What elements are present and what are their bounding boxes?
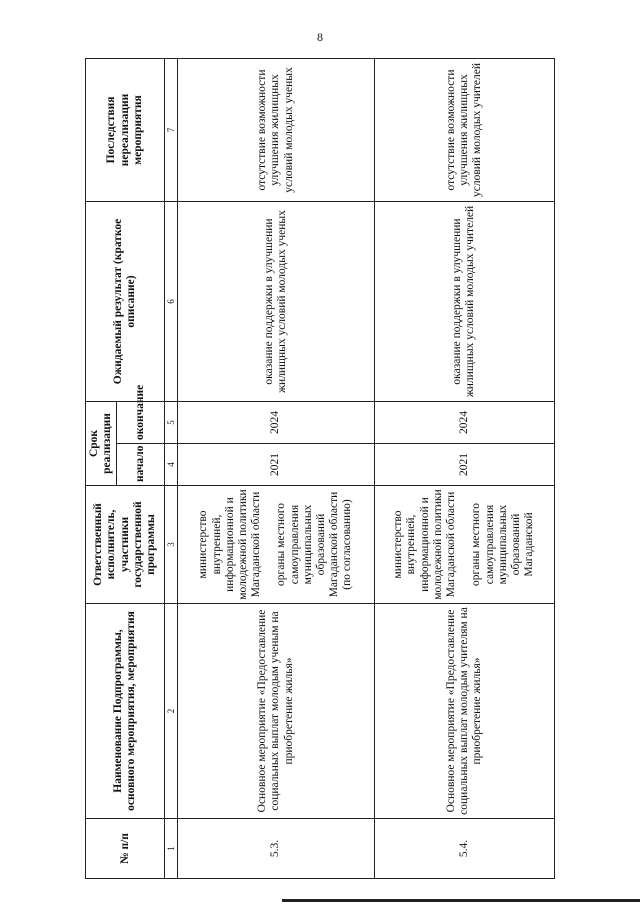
row-start: 2021 — [178, 444, 374, 486]
header-end: окончание — [117, 401, 165, 443]
header-period: Срок реализации — [86, 401, 117, 485]
column-numbers-row — [165, 58, 178, 878]
table-row — [178, 58, 374, 878]
row-name: Основное мероприятие «Предоставление социальных выплат молодым ученым на приобретение жилья» — [178, 604, 374, 819]
header-row — [86, 58, 117, 878]
col-number: 7 — [165, 58, 178, 201]
col-number: 3 — [165, 486, 178, 604]
row-result: оказание поддержки в улучшении жилищных условий молодых ученых — [178, 201, 374, 401]
row-executor — [374, 486, 554, 604]
page-number: 8 — [317, 30, 323, 44]
executor-secondary — [275, 489, 354, 600]
executor-secondary — [470, 489, 536, 600]
header-executor: Ответственный исполнитель, участники государственной программы — [86, 486, 165, 604]
rotated-table-container — [85, 59, 555, 879]
executor-primary: министерство внутренней, информационной и молодежной политики Магаданской области — [392, 489, 458, 600]
table-row — [374, 58, 554, 878]
measures-table — [85, 58, 555, 879]
row-name: Основное мероприятие «Предоставление социальных выплат молодым учителям на приобретение жилья» — [374, 604, 554, 819]
executor-secondary-text: органы местного самоуправления муниципальных образований Магаданской области — [275, 491, 341, 598]
row-num: 5.3. — [178, 819, 374, 879]
row-start: 2021 — [374, 444, 554, 486]
executor-secondary-text: органы местного самоуправления муниципальных образований Магаданской — [470, 503, 536, 586]
executor-primary: министерство внутренней, информационной и молодежной политики Магаданской области — [197, 489, 263, 600]
header-name: Наименование Подпрограммы, основного мероприятия, мероприятия — [86, 604, 165, 819]
col-number: 2 — [165, 604, 178, 819]
col-number: 6 — [165, 201, 178, 401]
row-result: оказание поддержки в улучшении жилищных условий молодых учителей — [374, 201, 554, 401]
col-number: 4 — [165, 444, 178, 486]
row-consequence: отсутствие возможности улучшения жилищных условий молодых ученых — [178, 58, 374, 201]
col-number: 5 — [165, 401, 178, 443]
row-end: 2024 — [178, 401, 374, 443]
header-start: начало — [117, 444, 165, 486]
col-number: 1 — [165, 819, 178, 879]
row-executor — [178, 486, 374, 604]
row-num: 5.4. — [374, 819, 554, 879]
bottom-rule — [282, 899, 640, 902]
header-num: № п/п — [86, 819, 165, 879]
executor-note: (по согласованию) — [341, 499, 354, 590]
row-end: 2024 — [374, 401, 554, 443]
header-consequence: Последствия нереализации мероприятия — [86, 58, 165, 201]
row-consequence: отсутствие возможности улучшения жилищных условий молодых учителей — [374, 58, 554, 201]
header-result: Ожидаемый результат (краткое описание) — [86, 201, 165, 401]
